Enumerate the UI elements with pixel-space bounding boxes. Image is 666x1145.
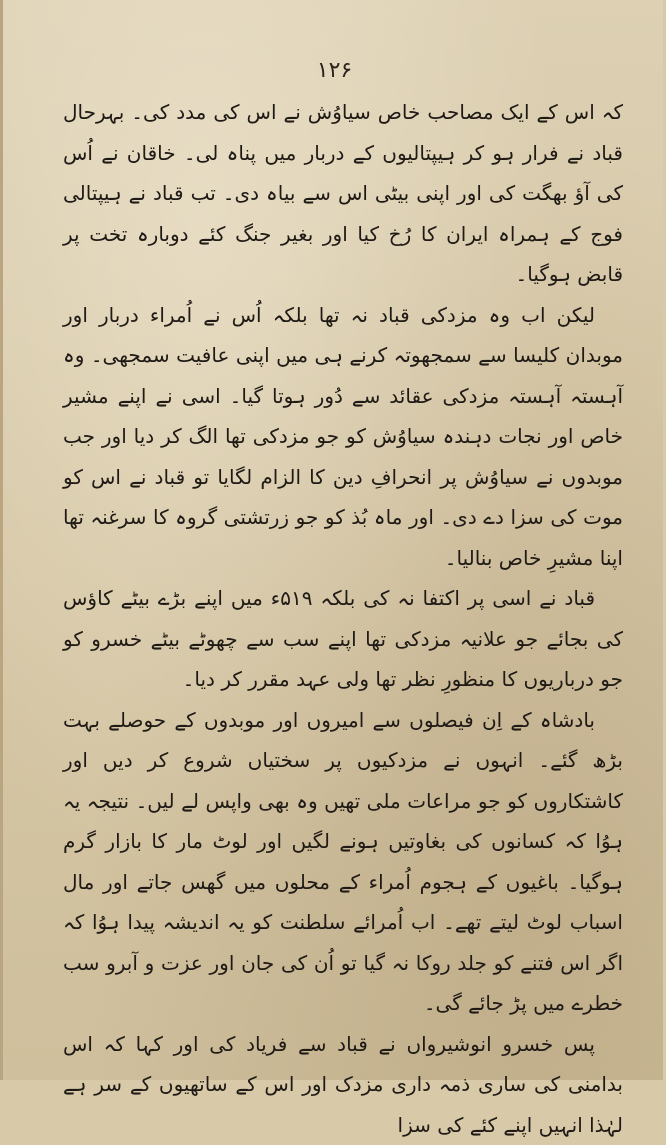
paragraph-5: پس خسرو انوشیرواں نے قباد سے فریاد کی اور کہا کہ اس بدامنی کی ساری ذمہ داری مزدک اور اس کے ساتھیوں کے سر ہے لہٰذا انہیں اپنے کئے کی سزا [63,1024,623,1145]
paragraph-2: لیکن اب وہ مزدکی قباد نہ تھا بلکہ اُس نے اُمراء دربار اور موبدان کلیسا سے سمجھوتہ کرنے ہی میں اپنی عافیت سمجھی۔ وہ آہستہ آہستہ مزدکی عقائد سے دُور ہوتا گیا۔ اسی نے اپنے مشیر خاص اور نجات دہندہ سیاوُش کو جو مزدکی تھا الگ کر دیا اور جب موبدوں نے سیاوُش پر انحرافِ دین کا الزام لگایا تو قباد نے اس کو موت کی سزا دے دی۔ اور ماہ بُذ کو جو زرتشتی گروہ کا سرغنہ تھا اپنا مشیرِ خاص بنالیا۔ [63,295,623,579]
paragraph-4: بادشاہ کے اِن فیصلوں سے امیروں اور موبدوں کے حوصلے بہت بڑھ گئے۔ انہوں نے مزدکیوں پر سختیاں شروع کر دیں اور کاشتکاروں کو جو مراعات ملی تھیں وہ بھی واپس لے لیں۔ نتیجہ یہ ہوُا کہ کسانوں کی بغاوتیں ہونے لگیں اور لوٹ مار کا بازار گرم ہوگیا۔ باغیوں کے ہجوم اُمراء کے محلوں میں گھس جاتے اور مال اسباب لوٹ لیتے تھے۔ اب اُمرائے سلطنت کو یہ اندیشہ پیدا ہوُا کہ اگر اس فتنے کو جلد روکا نہ گیا تو اُن کی جان اور عزت و آبرو سب خطرے میں پڑ جائے گی۔ [63,700,623,1024]
paragraph-1: کہ اس کے ایک مصاحب خاص سیاوُش نے اس کی مدد کی۔ بہرحال قباد نے فرار ہو کر ہیپتالیوں کے دربار میں پناہ لی۔ خاقان نے اُس کی آؤ بھگت کی اور اپنی بیٹی اس سے بیاہ دی۔ تب قباد نے ہیپتالی فوج کے ہمراہ ایران کا رُخ کیا اور بغیر جنگ کئے دوبارہ تخت پر قابض ہوگیا۔ [63,92,623,295]
paragraph-3: قباد نے اسی پر اکتفا نہ کی بلکہ ۵۱۹ء میں اپنے بڑے بیٹے کاؤس کی بجائے جو علانیہ مزدکی تھا اپنے سب سے چھوٹے بیٹے خسرو کو جو درباریوں کا منظورِ نظر تھا ولی عہد مقرر کر دیا۔ [63,578,623,700]
page-number: ۱۲۶ [3,58,666,83]
page-body [63,92,623,1145]
